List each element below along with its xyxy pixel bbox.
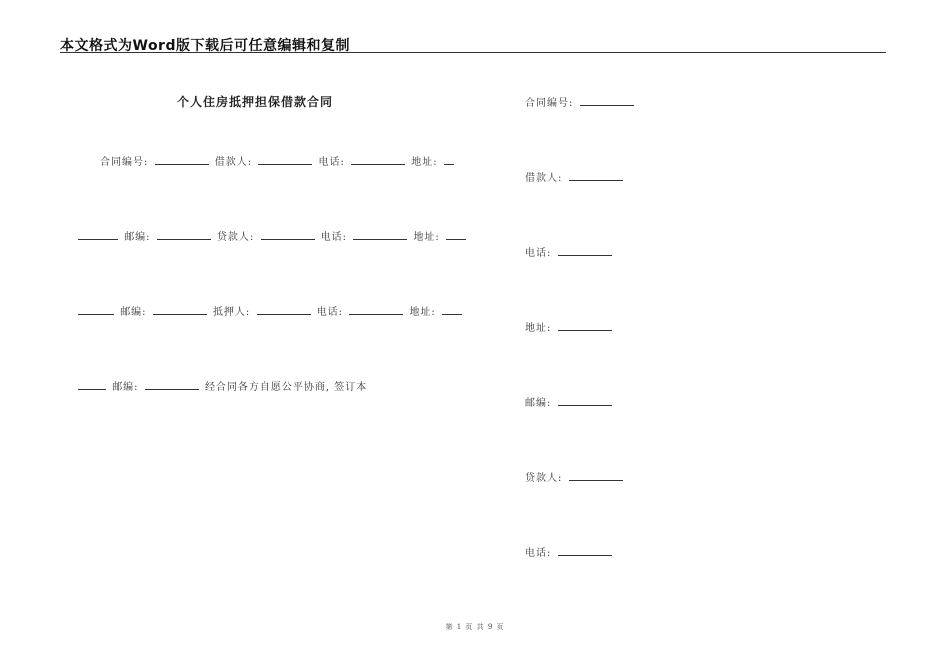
mortgagor-blank bbox=[257, 304, 311, 315]
address-blank-cont bbox=[78, 304, 114, 315]
address-label: 地址: bbox=[409, 307, 436, 318]
address-blank-cont bbox=[78, 379, 106, 390]
page-number: 第 1 页 共 9 页 bbox=[445, 623, 505, 631]
header-divider bbox=[60, 52, 886, 53]
body-line-1 bbox=[100, 154, 456, 170]
postcode-label: 邮编: bbox=[112, 382, 139, 393]
field-label: 贷款人: bbox=[525, 473, 563, 484]
field-label: 邮编: bbox=[525, 398, 552, 409]
body-line-2 bbox=[76, 229, 468, 245]
field-label: 合同编号: bbox=[525, 98, 574, 109]
address-blank bbox=[442, 304, 462, 315]
field-blank bbox=[569, 470, 623, 481]
address-label: 地址: bbox=[413, 232, 440, 243]
right-field-postcode bbox=[525, 394, 614, 409]
document-header: 本文格式为Word版下载后可任意编辑和复制 bbox=[60, 38, 350, 54]
body-line-3 bbox=[76, 304, 464, 320]
borrower-blank bbox=[258, 154, 312, 165]
field-blank bbox=[558, 320, 612, 331]
right-field-contract-no bbox=[525, 94, 636, 109]
address-blank bbox=[446, 229, 466, 240]
field-blank bbox=[558, 395, 612, 406]
address-blank bbox=[444, 154, 454, 165]
phone-label: 电话: bbox=[320, 232, 348, 243]
field-label: 地址: bbox=[525, 323, 552, 334]
field-blank bbox=[558, 245, 612, 256]
postcode-label: 邮编: bbox=[120, 307, 147, 318]
contract-no-blank bbox=[155, 154, 209, 165]
right-field-phone bbox=[525, 244, 614, 259]
agreement-text: 经合同各方自愿公平协商, 签订本 bbox=[204, 382, 368, 393]
right-field-address bbox=[525, 319, 614, 334]
postcode-blank bbox=[153, 304, 207, 315]
phone-blank bbox=[353, 229, 407, 240]
phone-blank bbox=[351, 154, 405, 165]
address-blank-cont bbox=[78, 229, 118, 240]
lender-label: 贷款人: bbox=[216, 232, 255, 243]
borrower-label: 借款人: bbox=[214, 157, 253, 168]
field-blank bbox=[569, 170, 623, 181]
right-field-phone-2 bbox=[525, 544, 614, 559]
field-blank bbox=[580, 95, 634, 106]
address-label: 地址: bbox=[411, 157, 438, 168]
field-blank bbox=[558, 545, 612, 556]
body-line-4 bbox=[76, 379, 367, 395]
field-label: 电话: bbox=[525, 248, 552, 259]
field-label: 借款人: bbox=[525, 173, 563, 184]
contract-title: 个人住房抵押担保借款合同 bbox=[177, 95, 334, 109]
postcode-label: 邮编: bbox=[124, 232, 151, 243]
right-field-lender bbox=[525, 469, 625, 484]
mortgagor-label: 抵押人: bbox=[212, 307, 251, 318]
postcode-blank bbox=[157, 229, 211, 240]
postcode-blank bbox=[145, 379, 199, 390]
field-label: 电话: bbox=[525, 548, 552, 559]
right-field-borrower bbox=[525, 169, 625, 184]
phone-label: 电话: bbox=[318, 157, 345, 168]
contract-no-label: 合同编号: bbox=[100, 157, 149, 168]
phone-label: 电话: bbox=[316, 307, 344, 318]
lender-blank bbox=[261, 229, 315, 240]
phone-blank bbox=[349, 304, 403, 315]
